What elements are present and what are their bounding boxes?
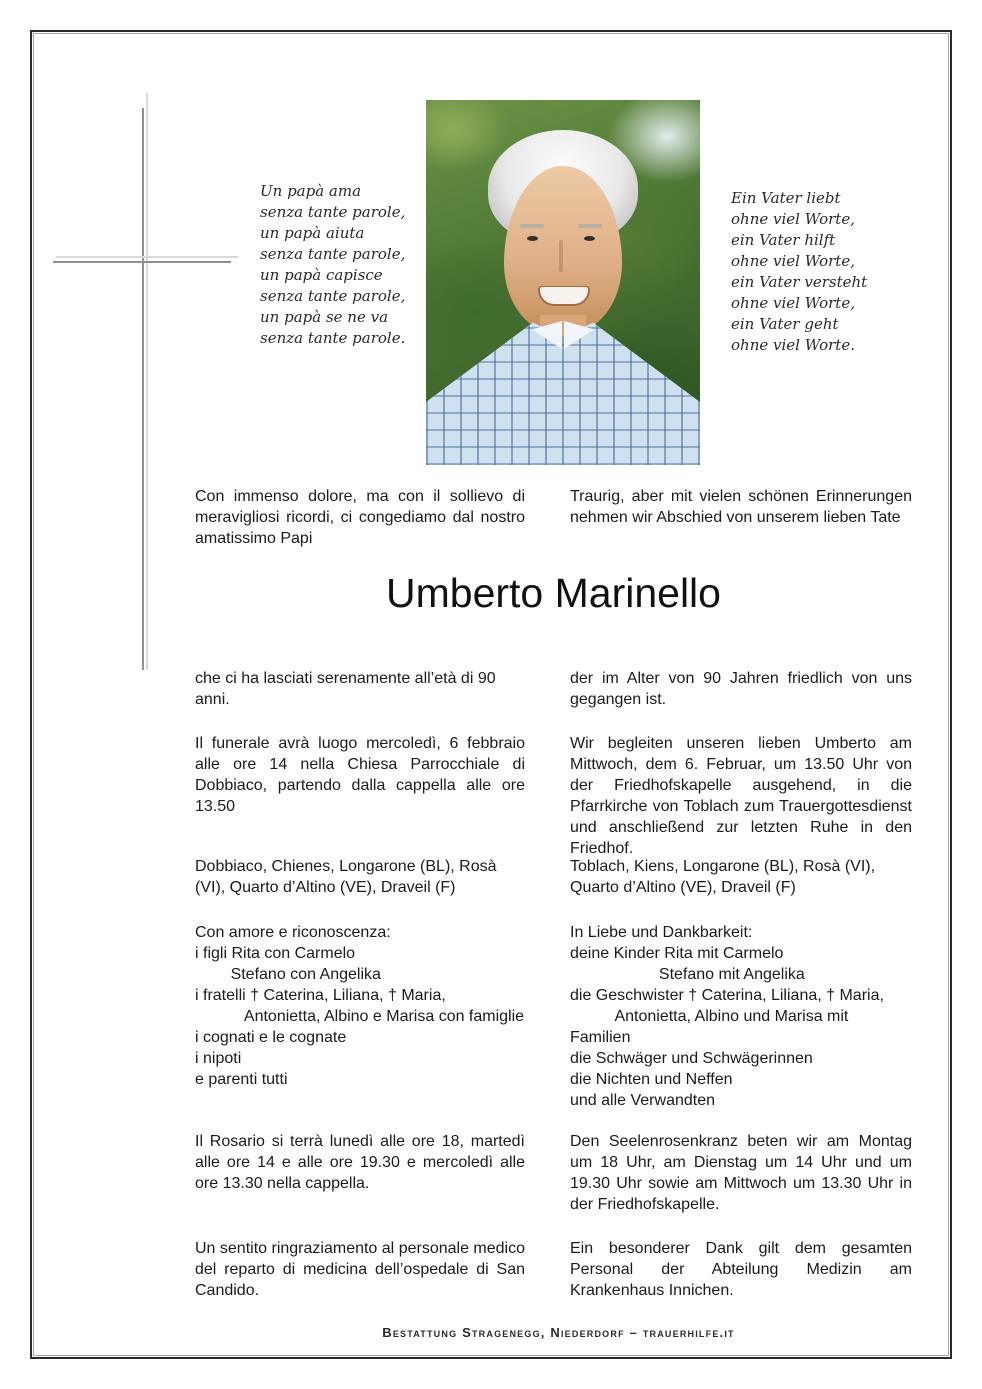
cross-horizontal-dark [53, 261, 231, 263]
thanks-paragraph-italian: Un sentito ringraziamento al personale medico del reparto di medicina dell’ospedale di San Candido. [195, 1240, 525, 1299]
portrait-mouth [538, 286, 590, 306]
funeral-paragraph-german: Wir begleiten unseren lieben Umberto am Mittwoch, dem 6. Februar, um 13.50 Uhr von der Friedhofskapelle ausgehend, in die Pfarrkirche von Toblach zum Trauergottesdienst und anschließend zur letzten Ruhe in den Friedhof. [570, 735, 912, 857]
portrait-nose [559, 240, 563, 272]
passing-line-german: der im Alter von 90 Jahren friedlich von uns gegangen ist. [570, 670, 912, 708]
intro-paragraph-italian: Con immenso dolore, ma con il sollievo di meravigliosi ricordi, ci congediamo dal nostro amatissimo Papi [195, 488, 525, 547]
cross-vertical-light [146, 93, 148, 670]
rosary-paragraph-german: Den Seelenrosenkranz beten wir am Montag um 18 Uhr, am Dienstag um 14 Uhr und um 19.30 Uhr sowie am Mittwoch um 13.30 Uhr in der Friedhofskapelle. [570, 1133, 912, 1213]
rosary-paragraph-italian: Il Rosario si terrà lunedì alle ore 18, martedì alle ore 14 e alle ore 19.30 e mercoledì alle ore 13.30 nella cappella. [195, 1133, 525, 1192]
family-list-german: In Liebe und Dankbarkeit: deine Kinder Rita mit Carmelo Stefano mit Angelika die Geschwister † Caterina, Liliana, † Maria, Antonietta, Albino und Marisa mit Familien die Schwäger und Schwägerinnen die Nichten und Neffen und alle Verwandten [570, 924, 884, 1109]
poem-italian: Un papà ama senza tante parole, un papà aiuta senza tante parole, un papà capisce senza tante parole, un papà se ne va senza tante parole. [260, 182, 406, 347]
poem-german: Ein Vater liebt ohne viel Worte, ein Vater hilft ohne viel Worte, ein Vater versteht ohne viel Worte, ein Vater geht ohne viel Worte. [731, 189, 868, 354]
portrait-eye-left [527, 236, 538, 241]
portrait-eyebrow-right [578, 224, 602, 228]
cross-horizontal-light [56, 256, 238, 258]
cross-vertical-dark [142, 108, 144, 670]
thanks-paragraph-german: Ein besonderer Dank gilt dem gesamten Personal der Abteilung Medizin am Krankenhaus Innichen. [570, 1240, 912, 1299]
places-list-german: Toblach, Kiens, Longarone (BL), Rosà (VI), Quarto d’Altino (VE), Draveil (F) [570, 858, 876, 896]
passing-line-italian: che ci ha lasciati serenamente all’età di 90 anni. [195, 670, 496, 708]
family-list-italian: Con amore e riconoscenza: i figli Rita con Carmelo Stefano con Angelika i fratelli † Caterina, Liliana, † Maria, Antonietta, Albino e Marisa con famiglie i cognati e le cognate i nipoti e parenti tutti [195, 924, 525, 1088]
portrait-eyebrow-left [520, 224, 544, 228]
portrait-plaid-shirt [426, 315, 700, 465]
portrait-eye-right [584, 236, 595, 241]
places-list-italian: Dobbiaco, Chienes, Longarone (BL), Rosà (VI), Quarto d’Altino (VE), Draveil (F) [195, 858, 497, 896]
deceased-name: Umberto Marinello [386, 570, 721, 616]
portrait-photo [426, 100, 700, 465]
funeral-paragraph-italian: Il funerale avrà luogo mercoledì, 6 febbraio alle ore 14 nella Chiesa Parrocchiale di Dobbiaco, partendo dalla cappella alle ore 13.50 [195, 735, 525, 815]
intro-paragraph-german: Traurig, aber mit vielen schönen Erinnerungen nehmen wir Abschied von unserem lieben Tate [570, 488, 912, 526]
funeral-home-footer: Bestattung Stragenegg, Niederdorf – trauerhilfe.it [382, 1325, 735, 1340]
